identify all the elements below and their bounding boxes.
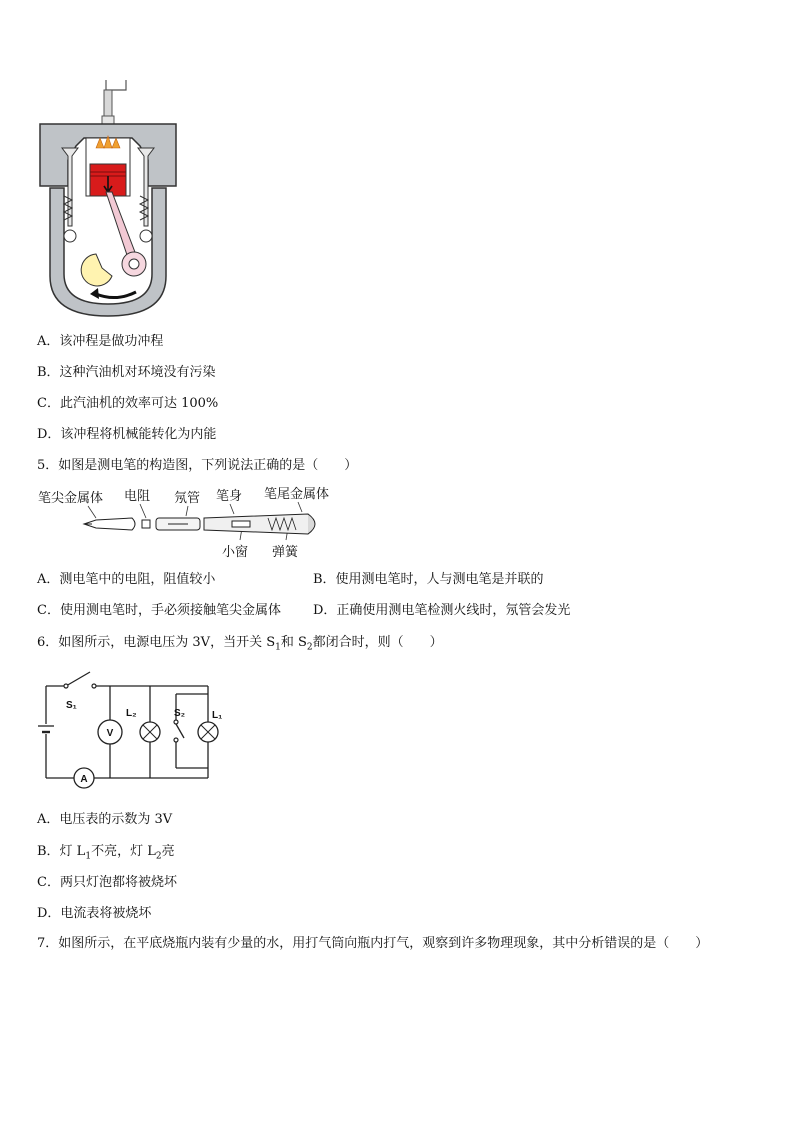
svg-text:V: V xyxy=(106,728,114,739)
q5-stem: 5．如图是测电笔的构造图，下列说法正确的是（ ） xyxy=(37,458,358,473)
pen-tip xyxy=(84,518,135,530)
label-pen-body: 笔身 xyxy=(216,489,243,504)
q5-option-c: C．使用测电笔时，手必须接触笔尖金属体 xyxy=(37,603,281,618)
label-s2: S₂ xyxy=(174,708,186,719)
q4-option-b: B．这种汽油机对环境没有污染 xyxy=(37,365,216,380)
label-tail-metal: 笔尾金属体 xyxy=(264,487,330,502)
pen-body-part xyxy=(204,514,315,534)
q6-option-d: D．电流表将被烧坏 xyxy=(37,906,152,921)
resistor-part xyxy=(142,520,150,528)
lamp-l1-icon xyxy=(198,722,218,742)
q6-stem: 6．如图所示，电源电压为 3V，当开关 $S_1$和 $S_2$都闭合时，则（ ） xyxy=(37,635,443,653)
label-s1: S₁ xyxy=(66,700,77,711)
crankshaft xyxy=(81,252,146,286)
piston xyxy=(90,164,126,196)
q5-option-b: B．使用测电笔时，人与测电笔是并联的 xyxy=(313,572,544,587)
q4-option-c: C．此汽油机的效率可达 100% xyxy=(37,396,219,411)
q6-option-c: C．两只灯泡都将被烧坏 xyxy=(37,875,177,890)
spark-plug xyxy=(102,80,126,126)
neon-tube-part xyxy=(156,518,200,530)
test-pen-diagram xyxy=(36,484,346,564)
circuit-diagram xyxy=(36,664,226,796)
voltmeter-icon xyxy=(98,720,122,744)
q4-option-a: A．该冲程是做功冲程 xyxy=(37,334,164,349)
q5-option-a: A．测电笔中的电阻，阻值较小 xyxy=(37,572,216,587)
label-window: 小窗 xyxy=(222,545,249,560)
q5-option-d: D．正确使用测电笔检测火线时，氖管会发光 xyxy=(313,603,571,618)
q4-option-d: D．该冲程将机械能转化为内能 xyxy=(37,427,217,442)
q6-option-b: B．灯 $L_1$不亮，灯 $L_2$亮 xyxy=(37,844,175,862)
label-l1: L₁ xyxy=(212,710,223,721)
svg-text:A: A xyxy=(80,774,88,785)
lamp-l2-icon xyxy=(140,722,160,742)
label-l2: L₂ xyxy=(126,708,137,719)
label-resistor: 电阻 xyxy=(124,489,151,504)
label-tip-metal: 笔尖金属体 xyxy=(38,491,104,506)
q6-option-a: A．电压表的示数为 3V xyxy=(37,812,173,827)
ammeter-icon xyxy=(74,768,94,788)
q7-stem: 7．如图所示，在平底烧瓶内装有少量的水，用打气筒向瓶内打气，观察到许多物理现象，其中分析错误的是（ ） xyxy=(37,936,709,951)
rotation-arrow-icon xyxy=(96,292,136,298)
label-spring: 弹簧 xyxy=(272,545,299,560)
engine-stroke-diagram xyxy=(36,76,186,324)
label-neon-tube: 氖管 xyxy=(174,491,201,506)
